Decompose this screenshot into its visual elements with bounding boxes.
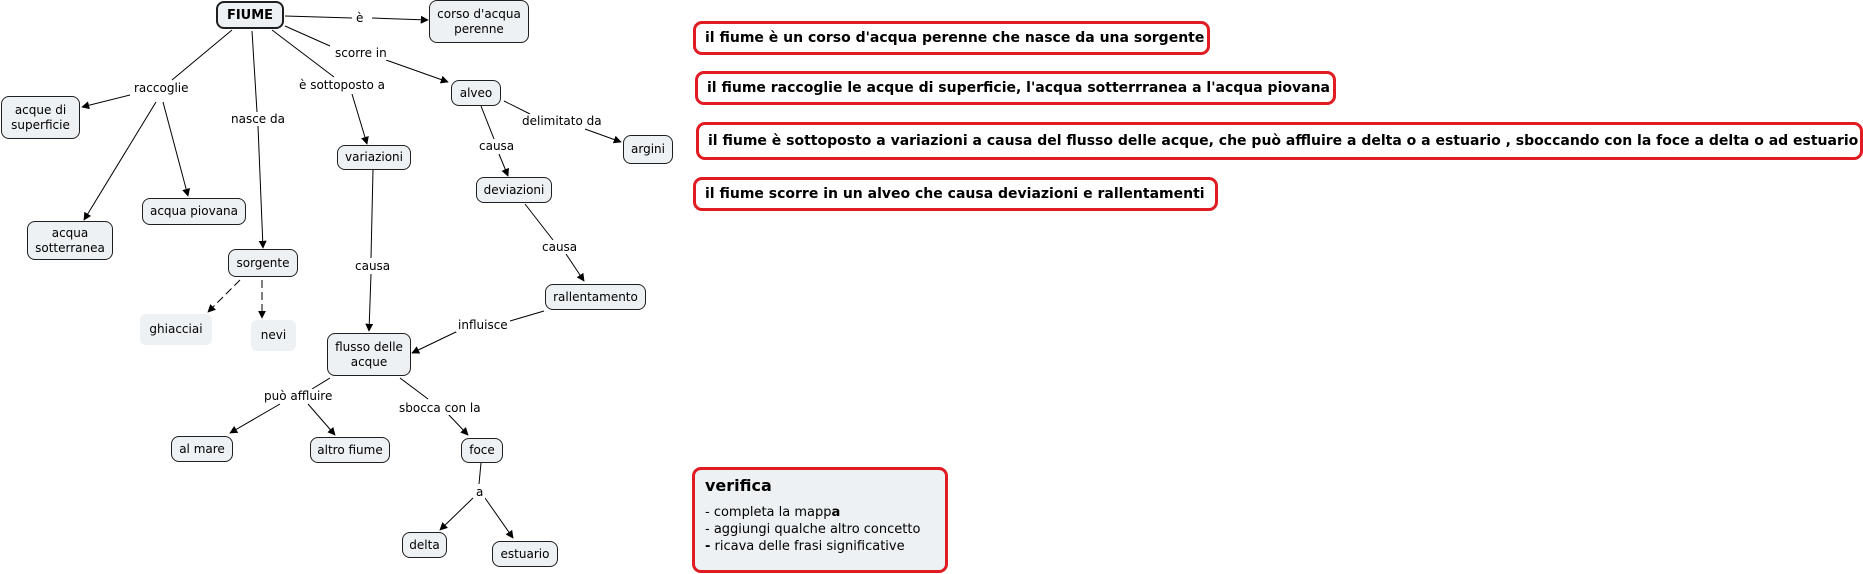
link-affluire-altrofiume: [308, 404, 335, 435]
node-argini-text: argini: [631, 142, 665, 156]
link-causa-flusso: [369, 274, 371, 331]
sentence-1-text: il fiume è un corso d'acqua perenne che nasce da una sorgente: [705, 30, 1205, 46]
node-foce[interactable]: [461, 438, 503, 463]
verifica-line-3-text: ricava delle frasi significative: [710, 539, 905, 554]
link-fiume-e: [285, 16, 352, 18]
label-sottoposto: è sottoposto a: [299, 78, 385, 92]
label-delimitato-da: delimitato da: [522, 114, 602, 128]
node-estuario-text: estuario: [500, 546, 550, 561]
sentence-3[interactable]: [696, 122, 1863, 160]
link-sottoposto-variazioni: [352, 94, 367, 144]
node-corso-text: corso d'acqua perenne: [437, 6, 521, 36]
link-a-estuario: [485, 498, 513, 538]
node-ghiacciai[interactable]: [140, 314, 212, 345]
node-delta-text: delta: [409, 537, 440, 552]
link-fiume-sottoposto: [272, 30, 334, 77]
node-corso[interactable]: [429, 0, 529, 43]
node-deviazioni-text: deviazioni: [483, 182, 545, 197]
label-scorre-in: scorre in: [335, 46, 387, 60]
link-raccoglie-piovana: [163, 102, 188, 196]
node-argini[interactable]: [623, 135, 673, 164]
verifica-box[interactable]: [692, 467, 948, 573]
link-foce-a: [479, 463, 481, 484]
node-sorgente[interactable]: [228, 249, 298, 277]
sentence-4[interactable]: [693, 177, 1218, 211]
node-rallentamento[interactable]: [545, 284, 646, 310]
label-nasce-da: nasce da: [231, 112, 285, 126]
node-acqua-piovana[interactable]: [142, 198, 246, 225]
verifica-title: verifica: [705, 476, 772, 495]
link-sorgente-ghiacciai: [208, 280, 240, 312]
sentence-1[interactable]: [693, 21, 1210, 55]
node-fiume-text: FIUME: [226, 7, 274, 23]
link-delimitato-argini: [585, 129, 621, 142]
link-influisce-flusso: [412, 331, 458, 353]
node-variazioni[interactable]: [337, 145, 411, 170]
node-al-mare-text: al mare: [179, 441, 225, 456]
verifica-line-1-bold: a: [831, 505, 841, 520]
node-acqua-piovana-text: acqua piovana: [149, 204, 239, 218]
label-puo-affluire: può affluire: [264, 389, 333, 403]
label-sbocca: sbocca con la: [399, 401, 481, 415]
link-alveo-delimitato: [504, 101, 530, 114]
link-alveo-causa: [481, 106, 494, 139]
sentence-2[interactable]: [695, 71, 1336, 105]
node-altro-fiume-text: altro fiume: [317, 442, 383, 457]
label-causa-alveo: causa: [479, 139, 515, 153]
link-causa-deviazioni: [499, 154, 508, 176]
node-acque-superficie[interactable]: [1, 96, 80, 139]
node-ghiacciai-text: ghiacciai: [149, 322, 203, 336]
link-e-corso: [372, 18, 428, 20]
link-a-delta: [440, 498, 473, 530]
sentence-2-text: il fiume raccoglie le acque di superficie, l'acqua sotterrranea a l'acqua piovana: [707, 80, 1330, 96]
node-fiume[interactable]: [216, 1, 284, 29]
node-deviazioni[interactable]: [476, 177, 552, 203]
label-a: a: [476, 485, 484, 499]
node-delta[interactable]: [402, 532, 447, 558]
node-foce-text: foce: [469, 443, 495, 457]
link-deviazioni-causa: [525, 204, 553, 240]
link-variazioni-causa: [371, 170, 373, 258]
link-fiume-raccoglie: [172, 30, 232, 80]
label-causa-deviazioni: causa: [542, 240, 578, 254]
link-flusso-sbocca: [400, 378, 428, 399]
verifica-line-1-text: - completa la mapp: [705, 505, 832, 520]
label-causa-variazioni: causa: [355, 259, 391, 273]
link-rallentamento-influisce: [510, 311, 544, 321]
node-acqua-sotterranea-text: acqua sotterranea: [35, 225, 105, 255]
verifica-line-3-bold: -: [705, 539, 711, 554]
link-scorre-alveo: [386, 60, 448, 82]
link-fiume-scorre: [285, 26, 330, 46]
label-e: è: [356, 11, 364, 25]
node-al-mare[interactable]: [171, 436, 233, 462]
verifica-line-2: - aggiungi qualche altro concetto: [705, 522, 921, 537]
verifica-line-1: [705, 504, 935, 521]
node-altro-fiume[interactable]: [310, 437, 390, 463]
node-acqua-sotterranea[interactable]: [27, 221, 113, 260]
node-alveo-text: alveo: [459, 85, 493, 100]
node-estuario[interactable]: [492, 541, 558, 567]
link-causa-rallentamento: [566, 254, 584, 281]
node-acque-superficie-text: acque di superficie: [11, 102, 70, 132]
sentence-3-text: il fiume è sottoposto a variazioni a causa del flusso delle acque, che può affluire a delta o a estuario , sboccando con la foce a delta o ad estuario: [708, 133, 1859, 149]
node-nevi[interactable]: [251, 320, 296, 351]
link-fiume-nasce: [252, 31, 257, 112]
node-sorgente-text: sorgente: [236, 255, 290, 270]
node-variazioni-text: variazioni: [345, 150, 403, 164]
sentence-4-text: il fiume scorre in un alveo che causa deviazioni e rallentamenti: [705, 186, 1205, 202]
link-flusso-affluire: [312, 378, 330, 389]
node-alveo[interactable]: [451, 80, 501, 106]
link-affluire-mare: [230, 404, 280, 433]
node-flusso-text: flusso delle acque: [335, 339, 403, 369]
label-raccoglie: raccoglie: [134, 81, 189, 95]
link-sbocca-foce: [448, 414, 468, 435]
node-rallentamento-text: rallentamento: [553, 289, 638, 304]
verifica-line-3: [705, 538, 935, 555]
link-nasce-sorgente: [258, 126, 263, 248]
node-flusso[interactable]: [327, 333, 411, 376]
node-nevi-text: nevi: [260, 328, 287, 342]
link-raccoglie-superficie: [82, 95, 130, 107]
label-influisce: influisce: [458, 318, 508, 332]
